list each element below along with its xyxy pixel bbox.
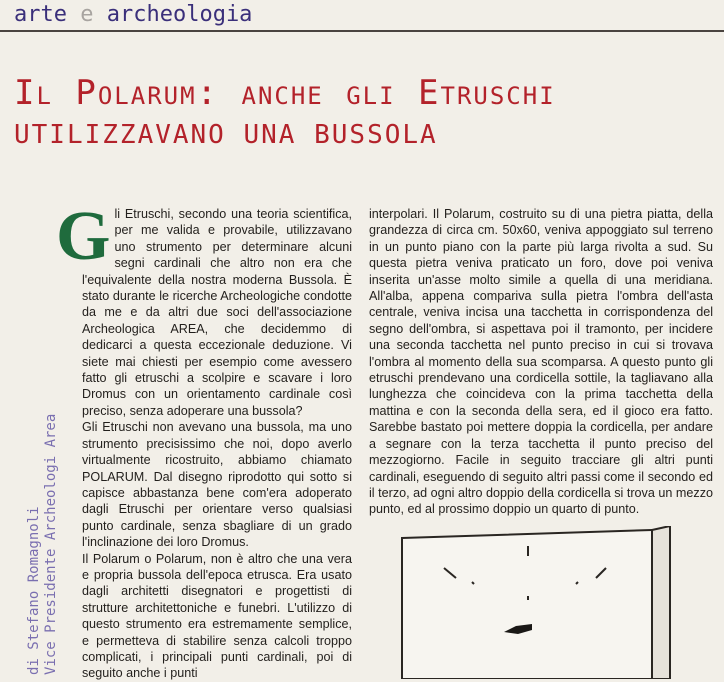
paragraph-3: Il Polarum o Polarum, non è altro che una vera e propria bussola dell'epoca etrusca. Era usato dagli architetti disegnatori e progettisti di strutture architettoniche e funebri. L'utilizzo di questo strumento era estremamente semplice, e permetteva di stabilire senza calcoli troppo complicati, i principali punti cardinali, poi di seguito anche i punti	[82, 551, 352, 681]
title-line-2: UTILIZZAVANO UNA BUSSOLA	[14, 120, 438, 150]
paragraph-4: interpolari. Il Polarum, costruito su di una pietra piatta, della grandezza di circa cm. 50x60, veniva appoggiato sul terreno in un punto piano con la parte più larga rivolta a sud. Su questa pietra veniva praticato un foro, dove poi veniva inserita un'asse molto simile a quella di una meridiana. All'alba, appena compariva sulla pietra l'ombra dell'asta centrale, veniva incisa una tacchetta in corrispondenza del segno dell'ombra, si aspettava poi il tramonto, per incidere una seconda tacchetta nel punto preciso in cui si trovava l'ombra al momento della sua scomparsa. A questo punto gli etruschi prendevano una cordicella sottile, la tagliavano alla lunghezza che coincideva con la prima tacchetta della mattina e con la seconda della sera, ed il gioco era fatto. Sarebbe bastato poi mettere doppia la cordicella, per andare a segnare con la terza tacchetta il punto preciso del mezzogiorno. Facile in seguito tracciare gli altri punti cardinali, eseguendo di seguito altri passi come il secondo ed il terzo, ad ogni altro doppio della cordicella si trova un mezzo punto, ed al prossimo doppio un quarto di punto.	[369, 207, 713, 517]
paragraph-2: Gli Etruschi non avevano una bussola, ma uno strumento precisissimo che noi, dopo averlo virtualmente ricostruito, abbiamo chiamato POLARUM. Dal disegno riprodotto qui sotto si capisce abbastanza bene com'era adoperato dagli Etruschi per orientare verso qualsiasi punto cardinale, senza sbagliare di un grado l'inclinazione dei loro Dromus.	[82, 420, 352, 550]
polarum-stone-diagram	[400, 526, 672, 679]
tick-east	[576, 582, 578, 584]
section-label: arte e archeologia	[14, 2, 253, 27]
author-name: di Stefano Romagnoli	[26, 506, 42, 675]
title-line-1: Il Polarum: anche gli Etruschi	[14, 73, 556, 113]
article-column-1	[56, 198, 352, 682]
article-column-2	[369, 206, 713, 518]
article-title	[14, 72, 714, 156]
header-rule	[0, 30, 724, 32]
tick-west	[472, 582, 474, 584]
paragraph-1: Gli Etruschi, secondo una teoria scientifica, per me valida e provabile, utilizzavano uno strumento per determinare alcuni segni cardinali che altro non era che l'equivalente della nostra moderna Bussola. È stato durante le ricerche Archeologiche condotte da me e da altri due soci dell'associazione Archeologica AREA, che decidemmo di dedicarci a questa eccezionale deduzione. Vi siete mai chiesti per esempio come avessero fatto gli etruschi a scolpire e scavare i loro Dromus con un orientamento cardinale così preciso, senza adoperare una bussola?	[56, 198, 352, 418]
drop-cap: G	[56, 198, 111, 275]
stone-side-face	[652, 526, 670, 679]
section-header	[0, 0, 724, 36]
author-credit	[26, 390, 72, 675]
author-role: Vice Presidente Archeologi Area	[43, 413, 59, 675]
stone-top-face	[402, 530, 670, 679]
